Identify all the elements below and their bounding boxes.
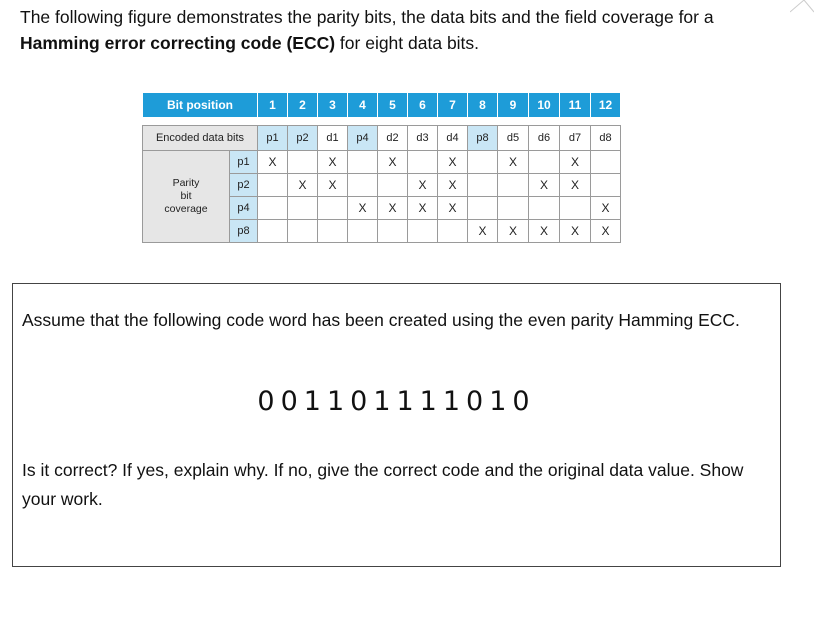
question-text: Is it correct? If yes, explain why. If no, give the correct code and the original data value. Show your work.: [22, 460, 744, 509]
intro-text: [20, 4, 800, 56]
position-cell: 6: [408, 93, 438, 118]
parity-row-p1: [143, 151, 621, 174]
coverage-cell: X: [529, 174, 560, 197]
coverage-cell: [348, 151, 378, 174]
position-cell: 2: [288, 93, 318, 118]
encoded-cell: d2: [378, 126, 408, 151]
coverage-cell: X: [560, 151, 591, 174]
parity-label-line: bit: [180, 190, 192, 202]
position-cell: 3: [318, 93, 348, 118]
coverage-cell: X: [378, 197, 408, 220]
hamming-table: [142, 92, 621, 243]
coverage-cell: X: [591, 220, 621, 243]
coverage-cell: [529, 197, 560, 220]
encoded-cell: d8: [591, 126, 621, 151]
coverage-cell: X: [498, 220, 529, 243]
coverage-cell: [591, 174, 621, 197]
parity-label-line: coverage: [164, 203, 208, 215]
corner-decoration-icon: [790, 0, 814, 14]
coverage-cell: X: [529, 220, 560, 243]
encoded-cell: d4: [438, 126, 468, 151]
coverage-cell: X: [560, 174, 591, 197]
coverage-cell: X: [318, 174, 348, 197]
coverage-cell: [498, 197, 529, 220]
coverage-cell: [408, 151, 438, 174]
parity-label-line: Parity: [172, 177, 200, 189]
coverage-cell: [258, 197, 288, 220]
encoded-data-label: Encoded data bits: [143, 126, 258, 151]
encoded-data-row: [143, 126, 621, 151]
position-cell: 7: [438, 93, 468, 118]
code-word: 001101111010: [257, 386, 536, 417]
coverage-cell: [288, 197, 318, 220]
coverage-cell: [498, 174, 529, 197]
coverage-cell: X: [408, 174, 438, 197]
coverage-cell: [591, 151, 621, 174]
parity-row-label: p1: [230, 151, 258, 174]
position-cell: 11: [560, 93, 591, 118]
coverage-cell: [258, 220, 288, 243]
encoded-cell: p1: [258, 126, 288, 151]
coverage-cell: X: [438, 197, 468, 220]
coverage-cell: [560, 197, 591, 220]
parity-row-label: p8: [230, 220, 258, 243]
position-cell: 1: [258, 93, 288, 118]
coverage-cell: X: [348, 197, 378, 220]
position-cell: 10: [529, 93, 560, 118]
coverage-cell: X: [258, 151, 288, 174]
position-cell: 4: [348, 93, 378, 118]
coverage-cell: X: [288, 174, 318, 197]
coverage-cell: [348, 220, 378, 243]
coverage-cell: X: [498, 151, 529, 174]
parity-row-label: p4: [230, 197, 258, 220]
position-cell: 9: [498, 93, 529, 118]
coverage-cell: X: [438, 151, 468, 174]
parity-coverage-label: [143, 151, 230, 243]
coverage-cell: [258, 174, 288, 197]
coverage-cell: X: [468, 220, 498, 243]
coverage-cell: [529, 151, 560, 174]
coverage-cell: [468, 174, 498, 197]
assumption-text: Assume that the following code word has been created using the even parity Hamming ECC.: [22, 310, 740, 330]
encoded-cell: d3: [408, 126, 438, 151]
coverage-cell: [348, 174, 378, 197]
intro-line-1: The following figure demonstrates the parity bits, the data bits and the field coverage for a: [20, 7, 714, 27]
coverage-cell: [378, 174, 408, 197]
intro-line-2: [20, 30, 800, 56]
encoded-cell: d7: [560, 126, 591, 151]
position-cell: 12: [591, 93, 621, 118]
intro-bold-term: Hamming error correcting code (ECC): [20, 33, 336, 53]
encoded-cell: d6: [529, 126, 560, 151]
coverage-cell: [288, 151, 318, 174]
coverage-cell: [318, 220, 348, 243]
position-cell: 8: [468, 93, 498, 118]
coverage-cell: X: [560, 220, 591, 243]
coverage-cell: X: [408, 197, 438, 220]
coverage-cell: X: [318, 151, 348, 174]
coverage-cell: X: [438, 174, 468, 197]
bit-position-label: Bit position: [143, 93, 258, 118]
coverage-cell: [438, 220, 468, 243]
question-box: [12, 283, 781, 567]
encoded-cell: p2: [288, 126, 318, 151]
encoded-cell: d1: [318, 126, 348, 151]
bit-position-row: [143, 93, 621, 118]
coverage-cell: [468, 151, 498, 174]
intro-line-2-rest: for eight data bits.: [335, 33, 480, 53]
coverage-cell: [318, 197, 348, 220]
coverage-cell: [288, 220, 318, 243]
position-cell: 5: [378, 93, 408, 118]
parity-row-label: p2: [230, 174, 258, 197]
coverage-cell: [408, 220, 438, 243]
encoded-cell: p4: [348, 126, 378, 151]
coverage-cell: [468, 197, 498, 220]
coverage-cell: X: [378, 151, 408, 174]
encoded-cell: p8: [468, 126, 498, 151]
coverage-cell: [378, 220, 408, 243]
coverage-cell: X: [591, 197, 621, 220]
encoded-cell: d5: [498, 126, 529, 151]
